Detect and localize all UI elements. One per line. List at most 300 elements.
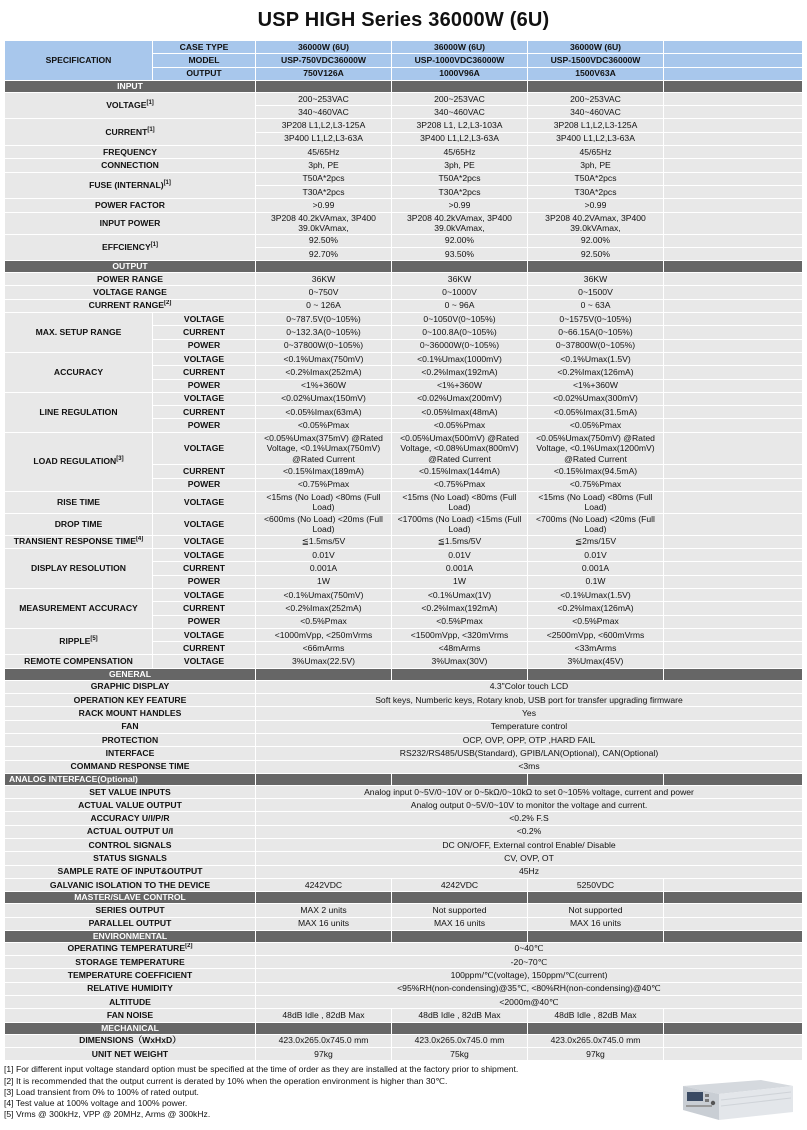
measurement-accuracy-r2-col3: <0.5%Pmax [528,615,664,628]
remote-compensation-label [5,655,153,668]
env-label-4-text: ALTITUDE [109,996,151,1007]
current-range-label-note: [2] [164,300,172,307]
input-voltage-b-col3: 340~460VAC [528,106,664,119]
general-label-6-text: COMMAND RESPONSE TIME [70,761,190,772]
rise-time-label [5,491,153,513]
mechanical-0-col1: 423.0x265.0x745.0 mm [256,1034,392,1047]
max-setup-r1-col3: 0~66.15A(0~105%) [528,326,664,339]
env-label-1 [5,956,256,969]
power-range-col3: 36KW [528,273,664,286]
line-regulation-label [5,392,153,432]
max-setup-sub-2: POWER [153,339,256,352]
accuracy-sub-0: VOLTAGE [153,352,256,365]
drop-time-col2: <1700ms (No Load) <15ms (Full Load) [392,513,528,535]
transient-response-label [5,535,153,548]
general-value-5: RS232/RS485/USB(Standard), GPIB/LAN(Optional), CAN(Optional) [256,747,803,760]
efficiency-label-text: EFFCIENCY [101,241,151,252]
load-regulation-r2-col2: <0.75%Pmax [392,478,528,491]
load-regulation-sub-1: CURRENT [153,465,256,478]
analog-label-2 [5,812,256,825]
power-factor-col2: >0.99 [392,199,528,212]
rise-time-sub: VOLTAGE [153,491,256,513]
input-current-b-col2: 3P400 L1,L2,L3-63A [392,132,528,145]
ripple-label-note: [5] [90,636,98,643]
load-regulation-r2-col3: <0.75%Pmax [528,478,664,491]
masterslave-0-col2: Not supported [392,904,528,917]
masterslave-label-1-text: PARALLEL OUTPUT [88,918,172,929]
general-value-3: Temperature control [256,720,803,733]
display-resolution-r2-col1: 1W [256,575,392,588]
footnote-4: [4] Test value at 100% voltage and 100% power. [4,1098,188,1109]
remote-compensation-col3: 3%Umax(45V) [528,655,664,668]
output-rating-col2: 1000V96A [392,67,528,80]
power-factor-label-text: POWER FACTOR [94,199,166,210]
ripple-sub-0: VOLTAGE [153,628,256,641]
input-current-label [5,119,256,146]
power-range-col2: 36KW [392,273,528,286]
rise-time-col2: <15ms (No Load) <80ms (Full Load) [392,491,528,513]
max-setup-r1-col2: 0~100.8A(0~105%) [392,326,528,339]
footnote-1: [1] For different input voltage standard option must be specified at the time of order as they are installed at the factory prior to shipment. [4,1064,519,1075]
analog-label-6-text: SAMPLE RATE OF INPUT&OUTPUT [57,866,203,877]
model-label: MODEL [153,54,256,67]
env-label-1-text: STORAGE TEMPERATURE [75,956,185,967]
max-setup-label-text: MAX. SETUP RANGE [35,326,122,337]
product-device-image [677,1070,797,1122]
general-value-6: <3ms [256,760,803,773]
footnote-5: [5] Vrms @ 300kHz, VPP @ 20MHz, Arms @ 300kHz. [4,1109,211,1120]
line-regulation-sub-1: CURRENT [153,406,256,419]
transient-response-label-text: TRANSIENT RESPONSE TIME [13,536,136,547]
analog-value-1: Analog output 0~5V/0~10V to monitor the voltage and current. [256,799,803,812]
input-voltage-b-col2: 340~460VAC [392,106,528,119]
measurement-accuracy-r2-col2: <0.5%Pmax [392,615,528,628]
env-label-0-note: [2] [185,943,193,950]
analog-label-4-text: CONTROL SIGNALS [88,839,172,850]
measurement-accuracy-r0-col1: <0.1%Umax(750mV) [256,589,392,602]
general-label-5-text: INTERFACE [105,747,155,758]
mechanical-label-0-text: DIMENSIONS（WxHxD） [79,1035,181,1046]
env-value-3: <95%RH(non-condensing)@35℃, <80%RH(non-condensing)@40℃ [256,982,803,995]
analog-label-3-text: ACTUAL OUTPUT U/I [86,826,174,837]
max-setup-sub-1: CURRENT [153,326,256,339]
fuse-a-col3: T50A*2pcs [528,172,664,185]
mechanical-0-col3: 423.0x265.0x745.0 mm [528,1034,664,1047]
galvanic-label [5,878,256,891]
mechanical-1-col2: 75kg [392,1047,528,1060]
general-label-3-text: FAN [121,721,139,732]
max-setup-r0-col3: 0~1575V(0~105%) [528,313,664,326]
masterslave-label-1 [5,917,256,930]
efficiency-b-col3: 92.50% [528,247,664,260]
measurement-accuracy-sub-1: CURRENT [153,602,256,615]
ripple-label-text: RIPPLE [59,636,91,647]
input-voltage-label [5,92,256,119]
general-label-6 [5,760,256,773]
accuracy-label-text: ACCURACY [53,366,104,377]
power-factor-col1: >0.99 [256,199,392,212]
line-regulation-r0-col2: <0.02%Umax(200mV) [392,392,528,405]
power-range-col1: 36KW [256,273,392,286]
load-regulation-r1-col3: <0.15%Imax(94.5mA) [528,465,664,478]
input-voltage-b-col1: 340~460VAC [256,106,392,119]
accuracy-r1-col2: <0.2%Imax(192mA) [392,366,528,379]
analog-label-2-text: ACCURACY U/I/P/R [90,813,170,824]
input-current-a-col1: 3P208 L1,L2,L3-125A [256,119,392,132]
measurement-accuracy-r1-col2: <0.2%Imax(192mA) [392,602,528,615]
display-resolution-r0-col1: 0.01V [256,549,392,562]
general-label-1 [5,694,256,707]
input-voltage-label-note: [1] [146,100,154,107]
load-regulation-sub-0: VOLTAGE [153,432,256,465]
masterslave-1-col3: MAX 16 units [528,917,664,930]
drop-time-label [5,513,153,535]
accuracy-sub-2: POWER [153,379,256,392]
remote-compensation-sub: VOLTAGE [153,655,256,668]
transient-response-col2: ≦1.5ms/5V [392,535,528,548]
general-value-1: Soft keys, Numberic keys, Rotary knob, USB port for transfer upgrading firmware [256,694,803,707]
max-setup-r2-col3: 0~37800W(0~105%) [528,339,664,352]
ripple-r0-col1: <1000mVpp, <250mVrms [256,628,392,641]
env-label-2 [5,969,256,982]
env-label-4 [5,996,256,1009]
ripple-r0-col2: <1500mVpp, <320mVrms [392,628,528,641]
line-regulation-label-text: LINE REGULATION [39,406,118,417]
mechanical-1-col1: 97kg [256,1047,392,1060]
current-range-label-text: CURRENT RANGE [88,300,165,311]
accuracy-r2-col2: <1%+360W [392,379,528,392]
output-rating-col3: 1500V63A [528,67,664,80]
ripple-r1-col2: <48mArms [392,642,528,655]
measurement-accuracy-sub-2: POWER [153,615,256,628]
input-current-a-col3: 3P208 L1,L2,L3-125A [528,119,664,132]
drop-time-col1: <600ms (No Load) <20ms (Full Load) [256,513,392,535]
analog-value-2: <0.2% F.S [256,812,803,825]
current-range-col3: 0 ~ 63A [528,299,664,312]
fan-noise-label [5,1009,256,1022]
section-input: INPUT [5,80,256,92]
efficiency-label-note: [1] [150,241,159,248]
accuracy-sub-1: CURRENT [153,366,256,379]
section-output: OUTPUT [5,261,256,273]
measurement-accuracy-label [5,589,153,629]
input-current-label-text: CURRENT [105,126,148,137]
input-current-b-col1: 3P400 L1,L2,L3-63A [256,132,392,145]
model-col1: USP-750VDC36000W [256,54,392,67]
voltage-range-col2: 0~1000V [392,286,528,299]
load-regulation-label-text: LOAD REGULATION [33,456,117,467]
load-regulation-label [5,432,153,491]
measurement-accuracy-r1-col3: <0.2%Imax(126mA) [528,602,664,615]
connection-label [5,159,256,172]
masterslave-1-col1: MAX 16 units [256,917,392,930]
env-label-0-text: OPERATING TEMPERATURE [67,943,186,954]
display-resolution-r0-col2: 0.01V [392,549,528,562]
voltage-range-label [5,286,256,299]
max-setup-r2-col1: 0~37800W(0~105%) [256,339,392,352]
accuracy-r2-col3: <1%+360W [528,379,664,392]
load-regulation-r0-col1: <0.05%Umax(375mV) @Rated Voltage, <0.1%Umax(750mV) @Rated Current [256,432,392,465]
mechanical-1-col3: 97kg [528,1047,664,1060]
efficiency-label [5,234,256,261]
line-regulation-r1-col1: <0.05%Imax(63mA) [256,406,392,419]
efficiency-b-col1: 92.70% [256,247,392,260]
load-regulation-r2-col1: <0.75%Pmax [256,478,392,491]
power-range-label [5,273,256,286]
line-regulation-r2-col2: <0.05%Pmax [392,419,528,432]
max-setup-sub-0: VOLTAGE [153,313,256,326]
connection-col2: 3ph, PE [392,159,528,172]
power-factor-col3: >0.99 [528,199,664,212]
voltage-range-label-text: VOLTAGE RANGE [93,287,167,298]
input-power-col3: 3P208 40.2VAmax, 3P400 39.0kVAmax, [528,212,664,234]
section-environmental: ENVIRONMENTAL [5,930,256,942]
general-label-0 [5,680,256,693]
fuse-a-col1: T50A*2pcs [256,172,392,185]
rise-time-col1: <15ms (No Load) <80ms (Full Load) [256,491,392,513]
current-range-col1: 0 ~ 126A [256,299,392,312]
general-label-5 [5,747,256,760]
page-title: USP HIGH Series 36000W (6U) [257,9,550,31]
line-regulation-sub-2: POWER [153,419,256,432]
measurement-accuracy-r0-col2: <0.1%Umax(1V) [392,589,528,602]
model-col3: USP-1500VDC36000W [528,54,664,67]
display-resolution-r0-col3: 0.01V [528,549,664,562]
frequency-col3: 45/65Hz [528,146,664,159]
case-type-col1: 36000W (6U) [256,41,392,54]
section-analog: ANALOG INTERFACE(Optional) [5,773,256,785]
general-label-1-text: OPERATION KEY FEATURE [73,694,187,705]
env-label-3 [5,982,256,995]
input-voltage-a-col1: 200~253VAC [256,92,392,105]
rise-time-col3: <15ms (No Load) <80ms (Full Load) [528,491,664,513]
case-type-col2: 36000W (6U) [392,41,528,54]
display-resolution-sub-1: CURRENT [153,562,256,575]
max-setup-r0-col1: 0~787.5V(0~105%) [256,313,392,326]
input-voltage-a-col2: 200~253VAC [392,92,528,105]
analog-value-6: 45Hz [256,865,803,878]
connection-col3: 3ph, PE [528,159,664,172]
masterslave-0-col3: Not supported [528,904,664,917]
line-regulation-r2-col1: <0.05%Pmax [256,419,392,432]
masterslave-label-0 [5,904,256,917]
display-resolution-label-text: DISPLAY RESOLUTION [30,563,127,574]
transient-response-col3: ≦2ms/15V [528,535,664,548]
transient-response-col1: ≦1.5ms/5V [256,535,392,548]
efficiency-b-col2: 93.50% [392,247,528,260]
model-col2: USP-1000VDC36000W [392,54,528,67]
input-voltage-label-text: VOLTAGE [106,100,147,111]
fuse-b-col1: T30A*2pcs [256,185,392,198]
input-voltage-a-col3: 200~253VAC [528,92,664,105]
display-resolution-label [5,549,153,589]
galvanic-label-text: GALVANIC ISOLATION TO THE DEVICE [49,879,211,890]
accuracy-r2-col1: <1%+360W [256,379,392,392]
line-regulation-r0-col1: <0.02%Umax(150mV) [256,392,392,405]
transient-response-sub: VOLTAGE [153,535,256,548]
input-power-label [5,212,256,234]
transient-response-label-note: [4] [135,536,144,543]
env-value-2: 100ppm/℃(voltage), 150ppm/℃(current) [256,969,803,982]
accuracy-r1-col3: <0.2%Imax(126mA) [528,366,664,379]
env-value-1: -20~70℃ [256,956,803,969]
frequency-label-text: FREQUENCY [103,146,157,157]
output-rating-col1: 750V126A [256,67,392,80]
rise-time-label-text: RISE TIME [57,496,100,507]
analog-label-1 [5,799,256,812]
footnote-3: [3] Load transient from 0% to 100% of rated output. [4,1086,199,1097]
fan-noise-col3: 48dB Idle , 82dB Max [528,1009,664,1022]
accuracy-r0-col3: <0.1%Umax(1.5V) [528,352,664,365]
analog-label-5-text: STATUS SIGNALS [93,852,167,863]
ripple-sub-1: CURRENT [153,642,256,655]
power-range-label-text: POWER RANGE [97,273,163,284]
frequency-label [5,146,256,159]
footnote-2: [2] It is recommended that the output current is derated by 10% when the operation environment is higher than 30℃. [4,1075,448,1086]
footnotes [4,1064,807,1120]
fuse-b-col3: T30A*2pcs [528,185,664,198]
display-resolution-r2-col3: 0.1W [528,575,664,588]
current-range-col2: 0 ~ 96A [392,299,528,312]
remote-compensation-col1: 3%Umax(22.5V) [256,655,392,668]
input-power-col2: 3P208 40.2kVAmax, 3P400 39.0kVAmax, [392,212,528,234]
max-setup-r0-col2: 0~1050V(0~105%) [392,313,528,326]
env-value-0: 0~40℃ [256,942,803,955]
general-label-2 [5,707,256,720]
masterslave-1-col2: MAX 16 units [392,917,528,930]
display-resolution-r1-col3: 0.001A [528,562,664,575]
line-regulation-r2-col3: <0.05%Pmax [528,419,664,432]
efficiency-a-col3: 92.00% [528,234,664,247]
drop-time-label-text: DROP TIME [54,518,103,529]
load-regulation-r0-col2: <0.05%Umax(500mV) @Rated Voltage, <0.08%Umax(800mV) @Rated Current [392,432,528,465]
case-type-label: CASE TYPE [153,41,256,54]
load-regulation-sub-2: POWER [153,478,256,491]
remote-compensation-col2: 3%Umax(30V) [392,655,528,668]
load-regulation-r0-col3: <0.05%Umax(750mV) @Rated Voltage, <0.1%Umax(1200mV) @Rated Current [528,432,664,465]
analog-label-0-text: SET VALUE INPUTS [89,786,171,797]
display-resolution-r1-col2: 0.001A [392,562,528,575]
env-label-0 [5,942,256,955]
analog-value-4: DC ON/OFF, External control Enable/ Disable [256,839,803,852]
efficiency-a-col1: 92.50% [256,234,392,247]
input-current-a-col2: 3P208 L1, L2,L3-103A [392,119,528,132]
drop-time-col3: <700ms (No Load) <20ms (Full Load) [528,513,664,535]
spec-table [4,40,803,1061]
ripple-r1-col1: <66mArms [256,642,392,655]
fan-noise-label-text: FAN NOISE [106,1009,154,1020]
fuse-b-col2: T30A*2pcs [392,185,528,198]
display-resolution-r1-col1: 0.001A [256,562,392,575]
accuracy-r0-col1: <0.1%Umax(750mV) [256,352,392,365]
voltage-range-col3: 0~1500V [528,286,664,299]
galvanic-col1: 4242VDC [256,878,392,891]
fuse-label-text: FUSE (INTERNAL) [89,179,164,190]
fuse-label-note: [1] [163,179,171,186]
section-masterslave: MASTER/SLAVE CONTROL [5,892,256,904]
mechanical-label-0 [5,1034,256,1047]
power-factor-label [5,199,256,212]
max-setup-r2-col2: 0~36000W(0~105%) [392,339,528,352]
fan-noise-col2: 48dB Idle , 82dB Max [392,1009,528,1022]
line-regulation-sub-0: VOLTAGE [153,392,256,405]
remote-compensation-label-text: REMOTE COMPENSATION [24,656,133,667]
input-power-col1: 3P208 40.2kVAmax, 3P400 39.0kVAmax, [256,212,392,234]
general-label-4-text: PROTECTION [101,734,159,745]
connection-col1: 3ph, PE [256,159,392,172]
fan-noise-col1: 48dB Idle , 82dB Max [256,1009,392,1022]
general-value-2: Yes [256,707,803,720]
analog-value-0: Analog input 0~5V/0~10V or 0~5kΩ/0~10kΩ to set 0~105% voltage, current and power [256,785,803,798]
galvanic-col2: 4242VDC [392,878,528,891]
analog-label-1-text: ACTUAL VALUE OUTPUT [78,799,182,810]
general-label-4 [5,733,256,746]
analog-label-0 [5,785,256,798]
analog-value-5: CV, OVP, OT [256,852,803,865]
accuracy-r1-col1: <0.2%Imax(252mA) [256,366,392,379]
measurement-accuracy-sub-0: VOLTAGE [153,589,256,602]
analog-label-5 [5,852,256,865]
general-value-0: 4.3"Color touch LCD [256,680,803,693]
galvanic-col3: 5250VDC [528,878,664,891]
env-label-3-text: RELATIVE HUMIDITY [87,983,173,994]
section-mechanical: MECHANICAL [5,1022,256,1034]
masterslave-0-col1: MAX 2 units [256,904,392,917]
measurement-accuracy-label-text: MEASUREMENT ACCURACY [19,602,138,613]
measurement-accuracy-r0-col3: <0.1%Umax(1.5V) [528,589,664,602]
max-setup-label [5,313,153,353]
analog-value-3: <0.2% [256,825,803,838]
general-label-2-text: RACK MOUNT HANDLES [78,708,182,719]
case-type-col3: 36000W (6U) [528,41,664,54]
drop-time-sub: VOLTAGE [153,513,256,535]
measurement-accuracy-r2-col1: <0.5%Pmax [256,615,392,628]
connection-label-text: CONNECTION [101,160,159,171]
mechanical-0-col2: 423.0x265.0x745.0 mm [392,1034,528,1047]
masterslave-label-0-text: SERIES OUTPUT [95,904,165,915]
load-regulation-label-note: [3] [116,456,124,463]
frequency-col2: 45/65Hz [392,146,528,159]
measurement-accuracy-r1-col1: <0.2%Imax(252mA) [256,602,392,615]
efficiency-a-col2: 92.00% [392,234,528,247]
current-range-label [5,299,256,312]
general-label-3 [5,720,256,733]
general-value-4: OCP, OVP, OPP, OTP ,HARD FAIL [256,733,803,746]
mechanical-label-1 [5,1047,256,1060]
specification-label: SPECIFICATION [5,41,153,81]
analog-label-3 [5,825,256,838]
env-value-4: <2000m@40℃ [256,996,803,1009]
analog-label-4 [5,839,256,852]
mechanical-label-1-text: UNIT NET WEIGHT [91,1048,169,1059]
display-resolution-sub-2: POWER [153,575,256,588]
input-current-label-note: [1] [147,126,155,133]
output-label: OUTPUT [153,67,256,80]
env-label-2-text: TEMPERATURE COEFFICIENT [67,970,193,981]
accuracy-r0-col2: <0.1%Umax(1000mV) [392,352,528,365]
line-regulation-r0-col3: <0.02%Umax(300mV) [528,392,664,405]
ripple-r0-col3: <2500mVpp, <600mVrms [528,628,664,641]
fuse-a-col2: T50A*2pcs [392,172,528,185]
analog-label-6 [5,865,256,878]
display-resolution-sub-0: VOLTAGE [153,549,256,562]
accuracy-label [5,352,153,392]
frequency-col1: 45/65Hz [256,146,392,159]
line-regulation-r1-col3: <0.05%Imax(31.5mA) [528,406,664,419]
load-regulation-r1-col2: <0.15%Imax(144mA) [392,465,528,478]
section-general: GENERAL [5,668,256,680]
ripple-r1-col3: <33mArms [528,642,664,655]
